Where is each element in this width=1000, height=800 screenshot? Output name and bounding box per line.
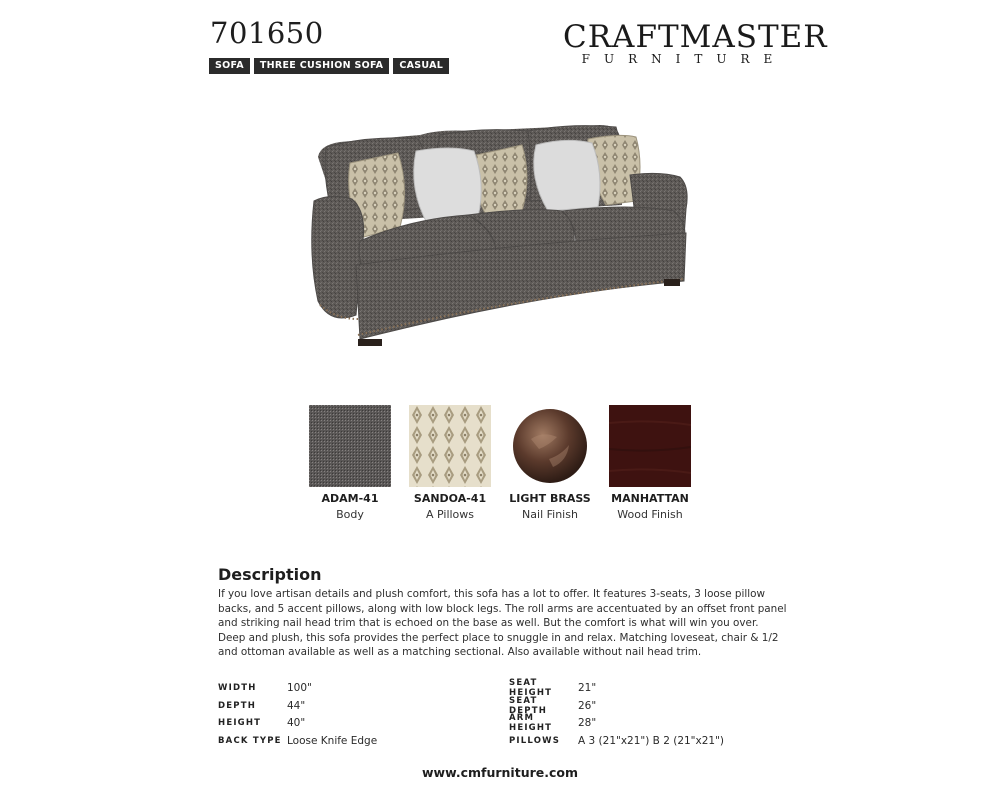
- nail-head-swatch-icon: [509, 405, 591, 487]
- spec-value: A 3 (21"x21") B 2 (21"x21"): [578, 734, 725, 747]
- swatch-use: A Pillows: [425, 508, 475, 521]
- swatch-code: SANDOA-41: [413, 492, 487, 505]
- spec-value: 26": [578, 699, 597, 712]
- tag-badge: CASUAL: [393, 58, 449, 74]
- spec-value: 21": [578, 681, 597, 694]
- spec-label: HEIGHT: [218, 718, 262, 729]
- spec-value: 100": [287, 681, 312, 694]
- specs-left: [218, 679, 377, 750]
- swatch-use: Wood Finish: [617, 508, 683, 521]
- spec-label: WIDTH: [218, 682, 257, 693]
- swatch-use: Body: [336, 508, 364, 521]
- spec-value: 28": [578, 717, 597, 730]
- swatch-code: LIGHT BRASS: [509, 492, 591, 505]
- swatch-item: [500, 405, 600, 521]
- tag-list: [209, 58, 449, 74]
- spec-value: 40": [287, 717, 306, 730]
- spec-value: Loose Knife Edge: [287, 734, 378, 747]
- spec-row: [509, 714, 724, 732]
- spec-value: 44": [287, 699, 306, 712]
- spec-row: [218, 732, 377, 750]
- swatch-item: [600, 405, 700, 521]
- swatch-item: [300, 405, 400, 521]
- fabric-swatch-icon: [309, 405, 391, 487]
- spec-label: DEPTH: [218, 700, 257, 711]
- swatch-item: [400, 405, 500, 521]
- tag-badge: SOFA: [209, 58, 250, 74]
- brand-logo: [563, 19, 828, 66]
- swatch-list: [300, 405, 700, 521]
- swatch-code: ADAM-41: [321, 492, 379, 505]
- spec-row: [509, 732, 724, 750]
- pattern-swatch-icon: [409, 405, 491, 487]
- wood-swatch-icon: [609, 405, 691, 487]
- spec-row: [218, 679, 377, 697]
- description-text: If you love artisan details and plush comfort, this sofa has a lot to offer. It features 3-seats, 3 loose pillow backs, and 5 accent pillows, along with low block legs. The roll arms are accentuated by an offset front panel and striking nail head trim that is echoed on the base as well. But the comfort is what will win you over. Deep and plush, this sofa provides the perfect place to snuggle in and relax. Matching loveseat, chair & 1/2 and ottoman available as well as a matching sectional. Also available without nail head trim.: [218, 588, 787, 659]
- description-heading: Description: [218, 565, 322, 584]
- website-link[interactable]: www.cmfurniture.com: [422, 765, 578, 780]
- model-number: 701650: [210, 16, 324, 50]
- swatch-code: MANHATTAN: [611, 492, 689, 505]
- brand-logo-sub: FURNITURE: [581, 52, 787, 66]
- swatch-use: Nail Finish: [522, 508, 578, 521]
- spec-label: SEAT DEPTH: [509, 695, 548, 716]
- spec-label: ARM HEIGHT: [509, 713, 553, 734]
- spec-row: [218, 697, 377, 715]
- brand-logo-name: CRAFTMASTER: [563, 19, 828, 55]
- spec-row: [509, 697, 724, 715]
- spec-label: PILLOWS: [509, 735, 561, 746]
- spec-label: SEAT HEIGHT: [509, 677, 553, 698]
- spec-row: [509, 679, 724, 697]
- specs-right: [509, 679, 724, 750]
- spec-label: BACK TYPE: [218, 735, 282, 746]
- tag-badge: THREE CUSHION SOFA: [254, 58, 389, 74]
- spec-row: [218, 714, 377, 732]
- sofa-image: [300, 115, 700, 355]
